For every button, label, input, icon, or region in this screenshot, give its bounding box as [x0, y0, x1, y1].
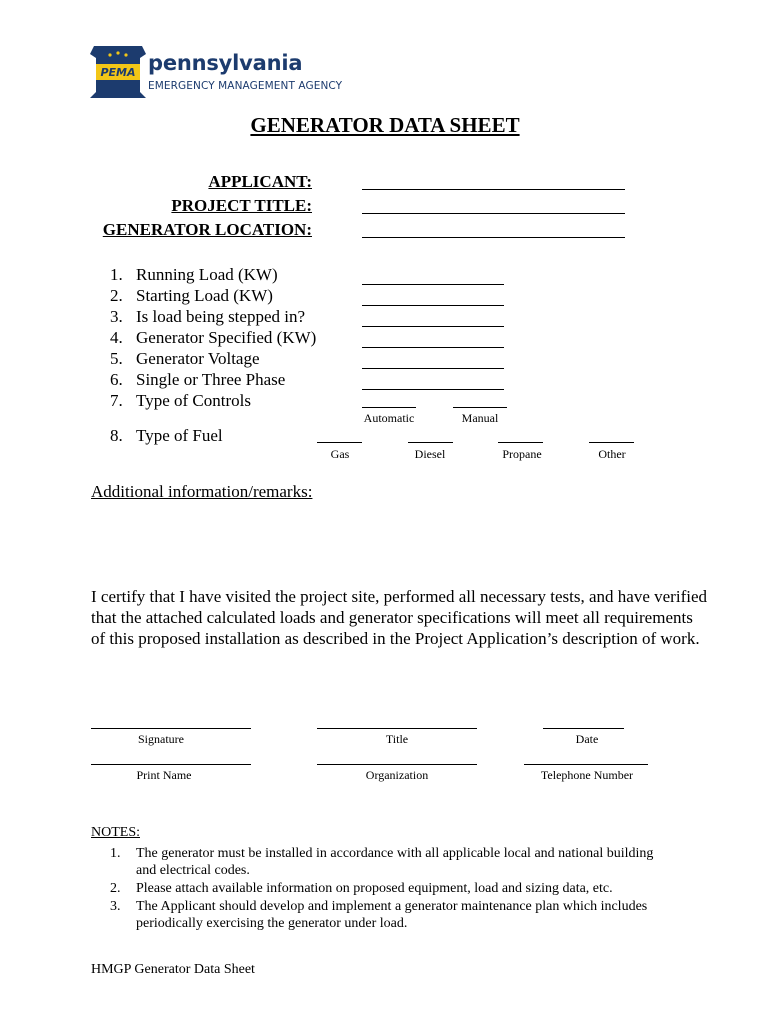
title-field[interactable] [317, 728, 477, 729]
fuel-propane-label: Propane [502, 447, 542, 461]
footer-text: HMGP Generator Data Sheet [91, 962, 255, 977]
generator-voltage-field[interactable] [362, 368, 504, 369]
item-generator-specified: 4. Generator Specified (KW) [110, 328, 317, 347]
date-label: Date [575, 732, 599, 746]
print-name-field[interactable] [91, 764, 251, 765]
applicant-label: APPLICANT: [208, 172, 312, 191]
item-generator-voltage: 5. Generator Voltage [110, 349, 260, 368]
automatic-label: Automatic [363, 411, 415, 425]
fuel-other-field[interactable] [589, 442, 634, 443]
print-name-label: Print Name [136, 768, 192, 782]
fuel-gas-field[interactable] [317, 442, 362, 443]
running-load-field[interactable] [362, 284, 504, 285]
item-load-stepped: 3. Is load being stepped in? [110, 307, 306, 326]
signature-label: Signature [138, 732, 184, 746]
manual-field[interactable] [453, 407, 507, 408]
phase-field[interactable] [362, 389, 504, 390]
project-title-label: PROJECT TITLE: [171, 196, 312, 215]
fuel-gas-label: Gas [330, 447, 350, 461]
certification-text: I certify that I have visited the project site, performed all necessary tests, and have verified that the attached calculated loads and generator specifications will meet all requirements of this proposed installation as described in the Project Application’s description of work. [91, 587, 708, 648]
notes-heading: NOTES: [91, 825, 140, 840]
date-field[interactable] [543, 728, 624, 729]
brand-name: pennsylvania [148, 51, 303, 75]
fuel-diesel-label: Diesel [414, 447, 446, 461]
load-stepped-field[interactable] [362, 326, 504, 327]
starting-load-field[interactable] [362, 305, 504, 306]
brand-agency: EMERGENCY MANAGEMENT AGENCY [148, 80, 343, 92]
fuel-propane-field[interactable] [498, 442, 543, 443]
telephone-label: Telephone Number [540, 768, 634, 782]
page-title: GENERATOR DATA SHEET [250, 113, 520, 137]
fuel-diesel-field[interactable] [408, 442, 453, 443]
generator-specified-field[interactable] [362, 347, 504, 348]
fuel-other-label: Other [598, 447, 626, 461]
pema-badge-text: PEMA [100, 66, 136, 79]
organization-field[interactable] [317, 764, 477, 765]
item-phase: 6. Single or Three Phase [110, 370, 286, 389]
project-title-field[interactable] [362, 213, 625, 214]
manual-label: Manual [461, 411, 499, 425]
item-starting-load: 2. Starting Load (KW) [110, 286, 273, 305]
item-type-of-fuel: 8. Type of Fuel [110, 426, 223, 445]
title-label: Title [385, 732, 409, 746]
item-running-load: 1. Running Load (KW) [110, 265, 278, 284]
telephone-field[interactable] [524, 764, 648, 765]
signature-field[interactable] [91, 728, 251, 729]
item-type-of-controls: 7. Type of Controls [110, 391, 251, 410]
organization-label: Organization [365, 768, 429, 782]
remarks-label: Additional information/remarks: [91, 482, 313, 501]
note-item: 2. Please attach available information on proposed equipment, load and sizing data, etc. [110, 881, 613, 896]
note-item: 1. The generator must be installed in accordance with all applicable local and national building and electrical codes. [110, 846, 654, 878]
generator-location-label: GENERATOR LOCATION: [102, 220, 312, 239]
generator-location-field[interactable] [362, 237, 625, 238]
applicant-field[interactable] [362, 189, 625, 190]
automatic-field[interactable] [362, 407, 416, 408]
note-item: 3. The Applicant should develop and implement a generator maintenance plan which includes periodically exercising the generator under load. [110, 899, 648, 931]
